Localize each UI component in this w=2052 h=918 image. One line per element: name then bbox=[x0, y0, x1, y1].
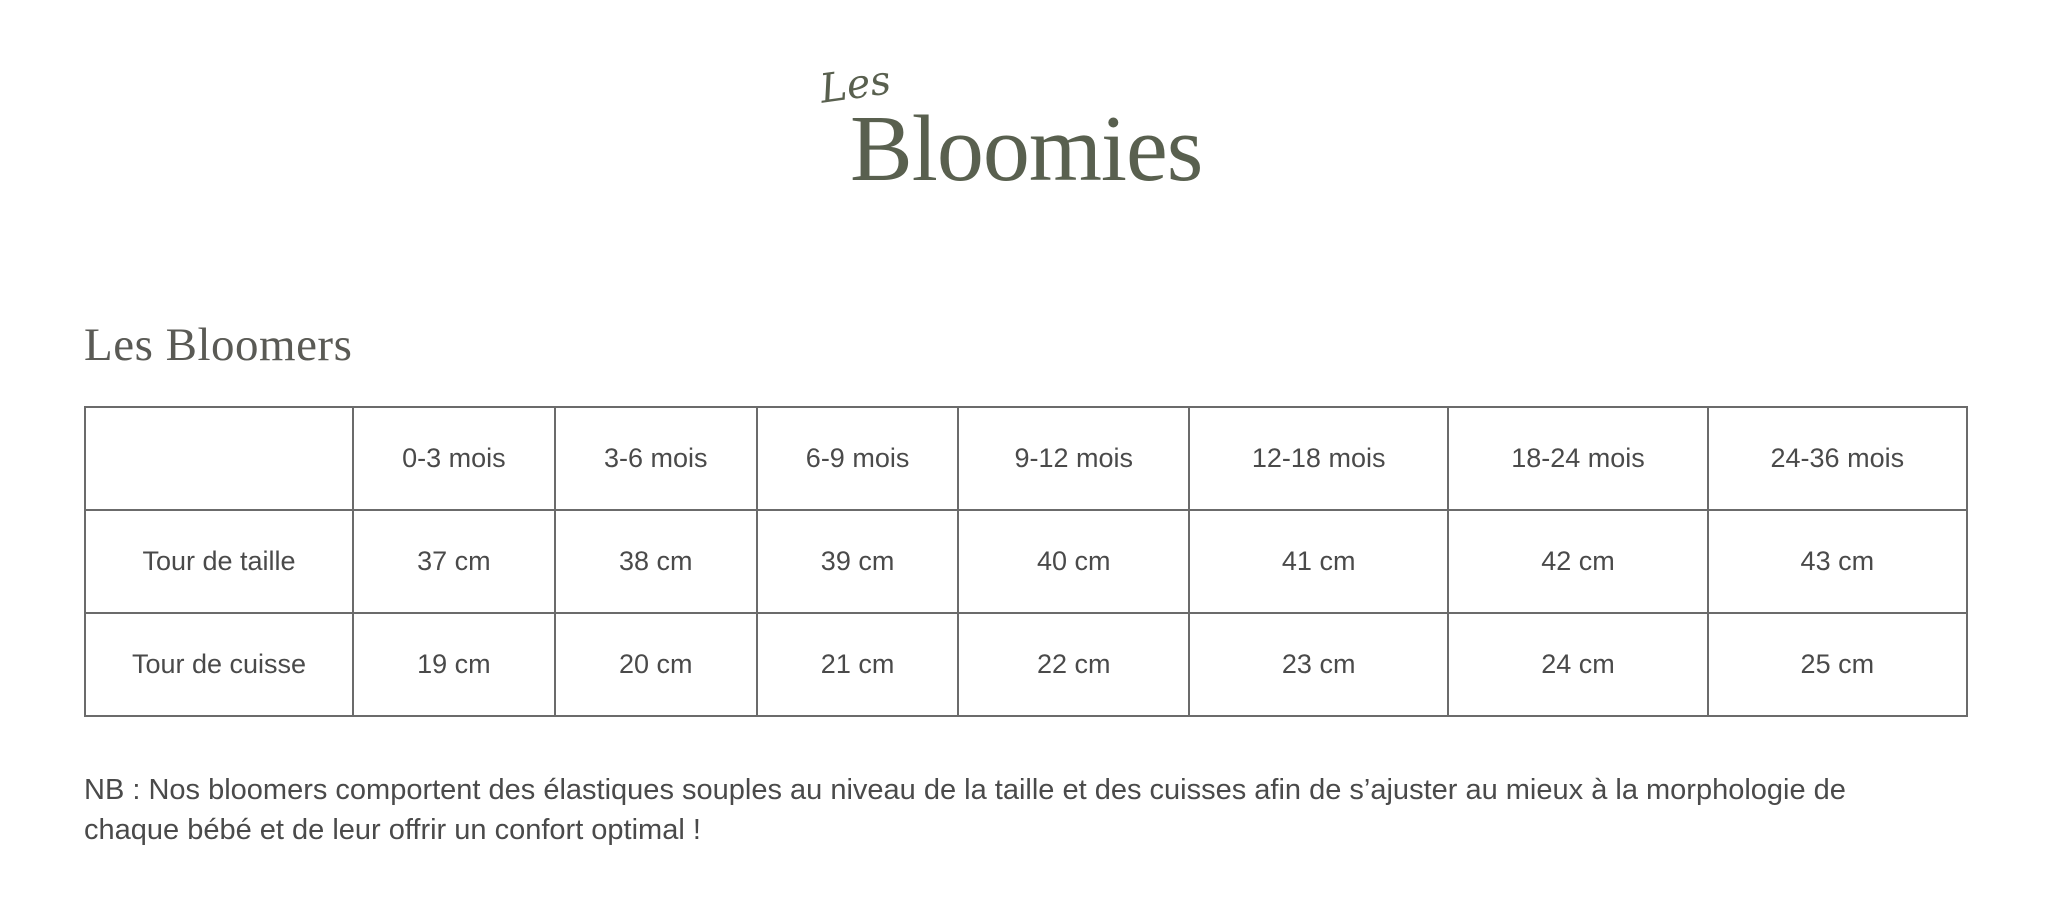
footnote bbox=[84, 770, 1984, 850]
table-cell: 38 cm bbox=[555, 510, 757, 613]
size-chart-table bbox=[84, 406, 1968, 717]
column-header: 0-3 mois bbox=[353, 407, 555, 510]
table-cell: 43 cm bbox=[1708, 510, 1967, 613]
column-header: 12-18 mois bbox=[1189, 407, 1448, 510]
footnote-line-2: chaque bébé et de leur offrir un confort optimal ! bbox=[84, 814, 701, 846]
table-cell: 22 cm bbox=[958, 613, 1189, 716]
table-cell: 21 cm bbox=[757, 613, 959, 716]
row-label: Tour de cuisse bbox=[85, 613, 353, 716]
table-cell: 41 cm bbox=[1189, 510, 1448, 613]
row-label: Tour de taille bbox=[85, 510, 353, 613]
footnote-line-1: NB : Nos bloomers comportent des élastiques souples au niveau de la taille et des cuisses afin de s’ajuster au mieux à la morphologie de bbox=[84, 774, 1846, 806]
column-header: 9-12 mois bbox=[958, 407, 1189, 510]
logo-script-word: Les bbox=[817, 57, 894, 113]
table-row bbox=[85, 613, 1967, 716]
table-cell: 42 cm bbox=[1448, 510, 1707, 613]
table-cell: 40 cm bbox=[958, 510, 1189, 613]
section-title: Les Bloomers bbox=[84, 319, 353, 371]
table-cell: 24 cm bbox=[1448, 613, 1707, 716]
table-cell: 23 cm bbox=[1189, 613, 1448, 716]
table-corner-cell bbox=[85, 407, 353, 510]
column-header: 6-9 mois bbox=[757, 407, 959, 510]
table-row bbox=[85, 510, 1967, 613]
table-cell: 19 cm bbox=[353, 613, 555, 716]
table-cell: 39 cm bbox=[757, 510, 959, 613]
logo-brand-word: Bloomies bbox=[850, 97, 1203, 201]
column-header: 3-6 mois bbox=[555, 407, 757, 510]
column-header: 18-24 mois bbox=[1448, 407, 1707, 510]
table-cell: 37 cm bbox=[353, 510, 555, 613]
table-cell: 25 cm bbox=[1708, 613, 1967, 716]
column-header: 24-36 mois bbox=[1708, 407, 1967, 510]
table-header-row bbox=[85, 407, 1967, 510]
brand-logo bbox=[817, 57, 1220, 202]
table-cell: 20 cm bbox=[555, 613, 757, 716]
